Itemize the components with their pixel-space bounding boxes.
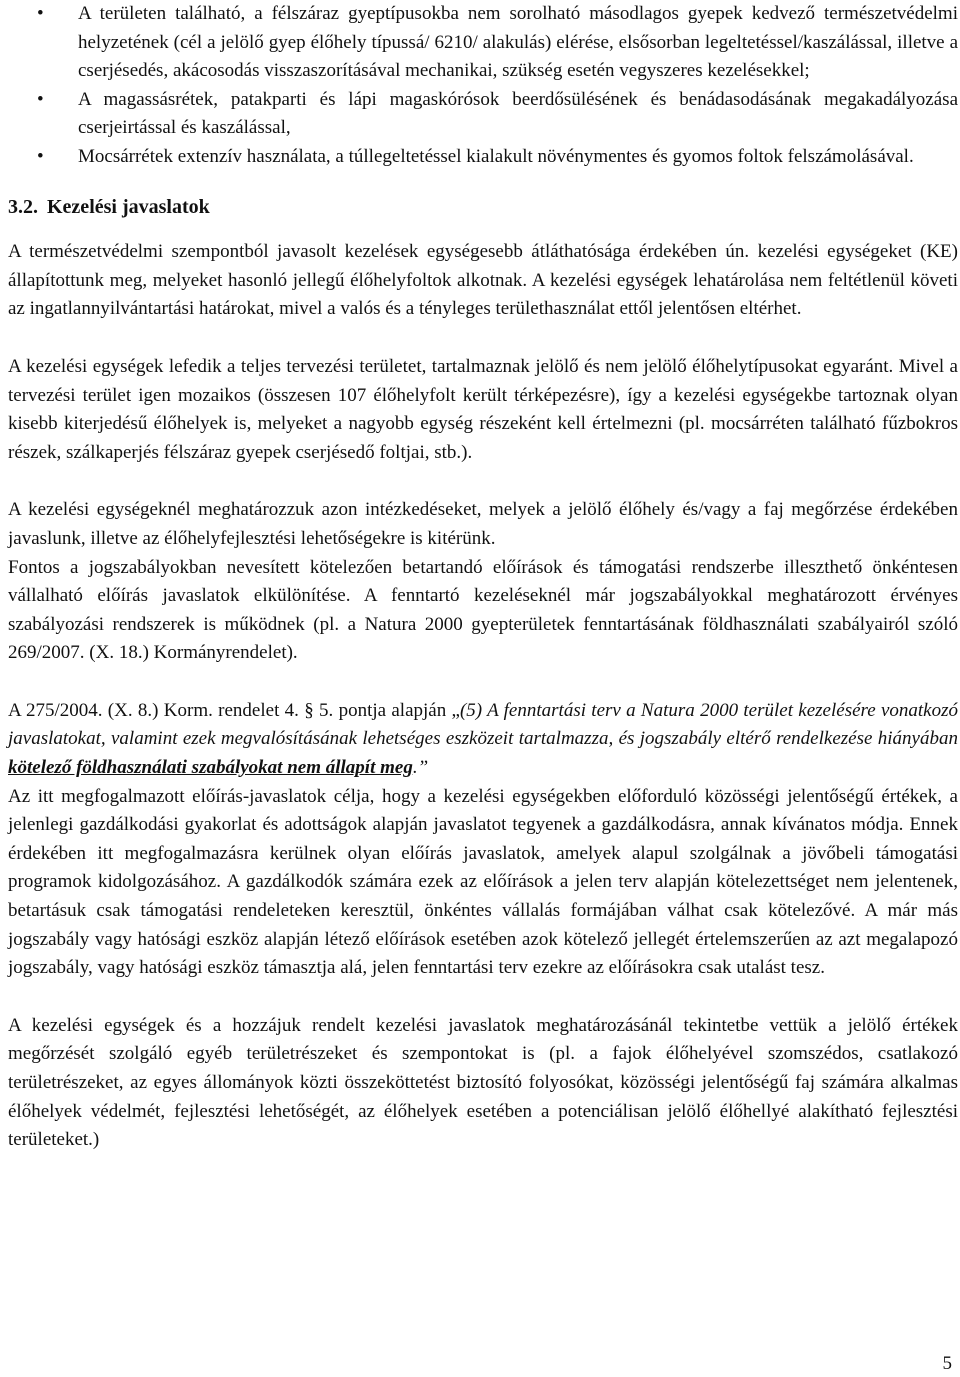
section-number: 3.2. xyxy=(8,195,38,218)
paragraph: A kezelési egységeknél meghatározzuk azon intézkedéseket, melyek a jelölő élőhely és/vagy a faj megőrzése érdekében javaslunk, illetve az élőhelyfejlesztési lehetőségekre is kitérünk. xyxy=(8,499,958,549)
legal-quote-paragraph xyxy=(8,697,958,783)
bullet-list xyxy=(8,0,958,172)
list-item-text: A területen található, a félszáraz gyeptípusokba nem sorolható másodlagos gyepek kedvező természetvédelmi helyzetének (cél a jelölő gyep élőhely típussá/ 6210/ alakulás) elérése, elsősorban legeltetéssel/kaszálással, illetve a cserjésedés, akácosodás visszaszorításával mechanikai, szükség esetén vegyszeres kezelésekkel; xyxy=(78,3,958,82)
list-item xyxy=(8,0,958,86)
bullet-icon: • xyxy=(37,3,44,24)
bullet-icon: • xyxy=(37,145,44,167)
quote-suffix: .” xyxy=(412,757,429,779)
document-page xyxy=(8,0,958,1155)
bullet-icon: • xyxy=(37,88,44,110)
paragraph: A természetvédelmi szempontból javasolt kezelések egységesebb átláthatósága érdekében ún. kezelési egységeket (KE) állapítottunk meg, melyeket hasonló jellegű élőhelyfoltok alkotnak. A kezelési egységek lehatárolása nem feltétlenül követi az ingatlannyilvántartási határokat, mivel a valós és a tényleges területhasználat ettől jelentősen eltérhet. xyxy=(8,241,958,320)
quote-italic-text: (5) A fenntartási terv a Natura 2000 terület kezelésére vonatkozó javaslatokat, valamint ezek megvalósításának lehetséges eszközeit tartalmazza, és jogszabály eltérő rendelkezése hiányában xyxy=(8,699,958,750)
paragraph: Az itt megfogalmazott előírás-javaslatok célja, hogy a kezelési egységekben előforduló közösségi jelentőségű értékek, a jelenlegi gazdálkodási gyakorlat és adottságok alapján javaslatot tegyenek a gazdálkodásra, annak kívánatos módja. Ennek érdekében itt megfogalmazásra kerülnek olyan előírás javaslatok, amelyek alapul szolgálnak a jövőbeli támogatási programok kidolgozásához. A gazdálkodók számára ezek az előírások a jelen terv alapján kötelezettséget nem jelentenek, betartásuk csak támogatási rendeleteken keresztül, önkéntes vállalás formájában válhat csak kötelezővé. A már más jogszabály vagy hatósági eszköz alapján létező előírások esetében azok kötelező jellegét értelemszerűen az azt megalapozó jogszabály, vagy hatósági eszköz támasztja alá, jelen fenntartási terv ezekre az előírásokra csak utalást tesz. xyxy=(8,785,958,979)
list-item-text: Mocsárrétek extenzív használata, a túllegeltetéssel kialakult növénymentes és gyomos foltok felszámolásával. xyxy=(78,145,914,167)
quote-prefix: A 275/2004. (X. 8.) Korm. rendelet 4. § 5. pontja alapján „ xyxy=(8,699,460,721)
paragraph: A kezelési egységek lefedik a teljes tervezési területet, tartalmaznak jelölő és nem jelölő élőhelytípusokat egyaránt. Mivel a tervezési terület igen mozaikos (összesen 107 élőhelyfolt került térképezésre), így a kezelési egységekbe tartoznak olyan kisebb kiterjedésű élőhelyek is, melyeket a nagyobb egység részeként kell értelmezni (pl. mocsárréten található fűzbokros részek, szálkaperjés félszáraz gyepek cserjésedő foltjai, stb.). xyxy=(8,355,958,463)
list-item xyxy=(8,86,958,143)
page-number: 5 xyxy=(942,1353,952,1374)
list-item xyxy=(8,143,958,172)
quote-emphasis-text: kötelező földhasználati szabályokat nem állapít meg xyxy=(8,757,413,779)
section-title: Kezelési javaslatok xyxy=(47,195,210,218)
list-item-text: A magassásrétek, patakparti és lápi magaskórósok beerdősülésének és benádasodásának megakadályozása cserjeirtással és kaszálással, xyxy=(78,88,958,139)
paragraph: A kezelési egységek és a hozzájuk rendelt kezelési javaslatok meghatározásánál tekintetbe vettük a jelölő értékek megőrzését szolgáló egyéb területrészeket és szempontokat is (pl. a fajok élőhelyével szomszédos, csatlakozó területrészeket, az egyes állományok közti összeköttetést biztosító folyosókat, közösségi jelentőségű faj számára alkalmas élőhelyek védelmét, fejlesztési lehetőségét, az élőhelyek esetében a potenciálisan jelölő élőhellyé alakítható fejlesztési területeket.) xyxy=(8,1014,958,1151)
paragraph: Fontos a jogszabályokban nevesített kötelezően betartandó előírások és támogatási rendszerbe illeszthető önkéntesen vállalható előírás javaslatok elkülönítése. A fenntartó kezeléseknél már jogszabályokkal meghatározott érvényes szabályozási rendszerek is működnek (pl. a Natura 2000 gyepterületek fenntartásának földhasználati szabályairól szóló 269/2007. (X. 18.) Kormányrendelet). xyxy=(8,556,958,664)
section-heading xyxy=(8,193,958,222)
